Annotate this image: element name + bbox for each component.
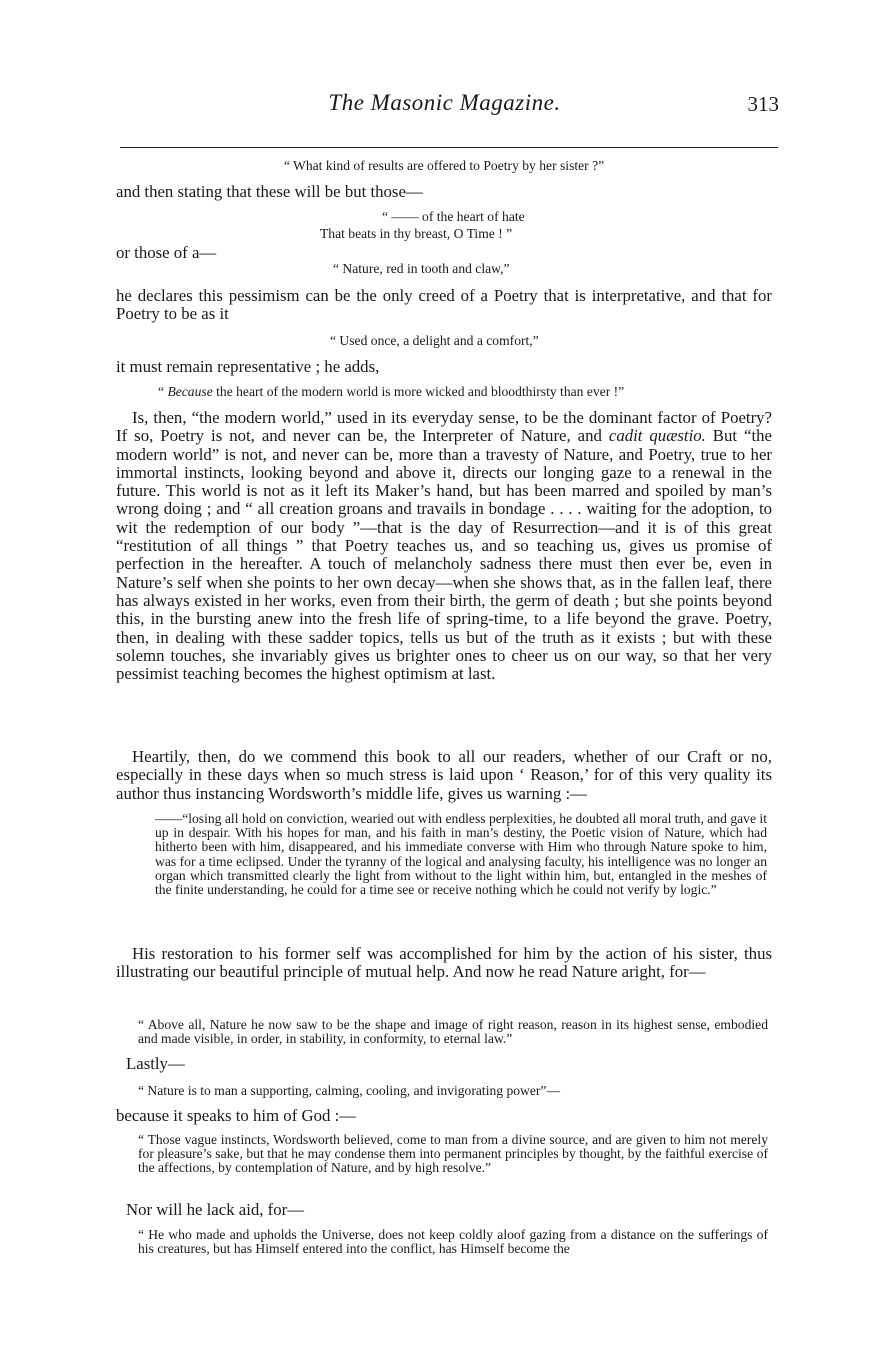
quote-nature-power: “ Nature is to man a supporting, calming, cooling, and invigorating power”— — [138, 1083, 561, 1098]
quote-used-once: “ Used once, a delight and a comfort,” — [330, 333, 539, 348]
poem-nature-claw: “ Nature, red in tooth and claw,” — [333, 261, 510, 276]
para-restoration: His restoration to his former self was accomplished for him by the action of his sister, thus illustrating our beautiful principle of mutual help. And now he read Nature aright, for— — [116, 944, 772, 982]
poem-line-1: “ —— of the heart of hate — [382, 209, 525, 224]
because-rest: the heart of the modern world is more wicked and bloodthirsty than ever !” — [212, 384, 625, 399]
para-is-then-a: Is, then, “the modern world,” used in its everyday sense, to be the dominant factor of Poetry? If so, Poetry is not, and never can be, the Interpreter of Nature, and — [116, 408, 772, 446]
text-and-then: and then stating that these will be but those— — [116, 182, 423, 201]
text-must-remain: it must remain representative ; he adds, — [116, 357, 380, 376]
text-nor-will: Nor will he lack aid, for— — [126, 1200, 305, 1219]
header-rule — [120, 147, 778, 148]
para-heartily: Heartily, then, do we commend this book to all our readers, whether of our Craft or no, especially in these days when so much stress is laid upon ‘ Reason,’ for of this very quality its author thus instancing Wordsworth’s middle life, gives us warning :— — [116, 747, 772, 803]
quote-sister: “ What kind of results are offered to Poetry by her sister ?” — [283, 158, 605, 173]
quote-he-who: “ He who made and upholds the Universe, does not keep coldly aloof gazing from a distance on the sufferings of his creatures, but has Himself entered into the conflict, has Himself become the — [138, 1227, 768, 1257]
page-title: The Masonic Magazine. — [328, 90, 561, 115]
quote-losing-hold: ——“losing all hold on conviction, wearied out with endless perplexities, he doubted all moral truth, and gave it up in despair. With his hopes for man, and his faith in man’s destiny, the Poetic vision of Nature, which had hitherto been with him, disappeared, and his immediate converse with Him who through Nature spoke to him, was for a time eclipsed. Under the tyranny of the logical and analysing faculty, his intelligence was no longer an organ which transmitted clearly the light from without to the light within him, but, entangled in the meshes of the finite understanding, he could for a time see or receive nothing which he could not verify by logic.” — [155, 811, 767, 898]
para-declares: he declares this pessimism can be the only creed of a Poetry that is interpretative, and that for Poetry to be as it — [116, 286, 772, 324]
page-number: 313 — [747, 92, 779, 116]
quote-above-all: “ Above all, Nature he now saw to be the shape and image of right reason, reason in its highest sense, embodied and made visible, in order, in stability, in conformity, to eternal law.” — [138, 1017, 768, 1047]
cadit-quaestio: cadit quæstio. — [608, 426, 706, 446]
para-is-then — [116, 409, 772, 683]
because-italic: Because — [167, 384, 213, 399]
text-or-those: or those of a— — [116, 243, 217, 262]
text-because-speaks: because it speaks to him of God :— — [116, 1106, 357, 1125]
para-is-then-b: But “the modern world” is not, and never can be, more than a travesty of Nature, and Poetry, true to her immortal instincts, looking beyond and above it, directs our longing gaze to a renewal in the future. This world is not as it left its Maker’s hand, but has been marred and spoiled by man’s wrong doing ; and “ all creation groans and travails in bondage . . . . waiting for the adoption, to wit the redemption of our body ”—that is the day of Resurrection—and it is of this great “restitution of all things ” that Poetry teaches us, and so teaching us, gives us promise of perfection in the hereafter. A touch of melancholy sadness there must then ever be, even in Nature’s self when she points to her own decay—when she shows that, as in the fallen leaf, there has always existed in her works, even from their birth, the germ of death ; but she points beyond this, in the bursting anew into the fresh life of spring-time, to a life beyond the grave. Poetry, then, in dealing with these sadder topics, tells us but of the truth as it exists ; but with these solemn touches, she invariably gives us brighter ones to cheer us on our way, so that her very pessimist teaching becomes the highest optimism at last. — [116, 426, 772, 684]
text-lastly: Lastly— — [126, 1054, 185, 1073]
poem-line-2: That beats in thy breast, O Time ! ” — [320, 226, 513, 241]
quote-vague-instincts: “ Those vague instincts, Wordsworth believed, come to man from a divine source, and are given to him not merely for pleasure’s sake, but that he may condense them into permanent principles by thought, by the faithful exercise of the affections, by contemplation of Nature, and by high resolve.” — [138, 1132, 768, 1176]
quote-because: “ Because the heart of the modern world is more wicked and bloodthirsty than ever !” — [158, 384, 625, 399]
